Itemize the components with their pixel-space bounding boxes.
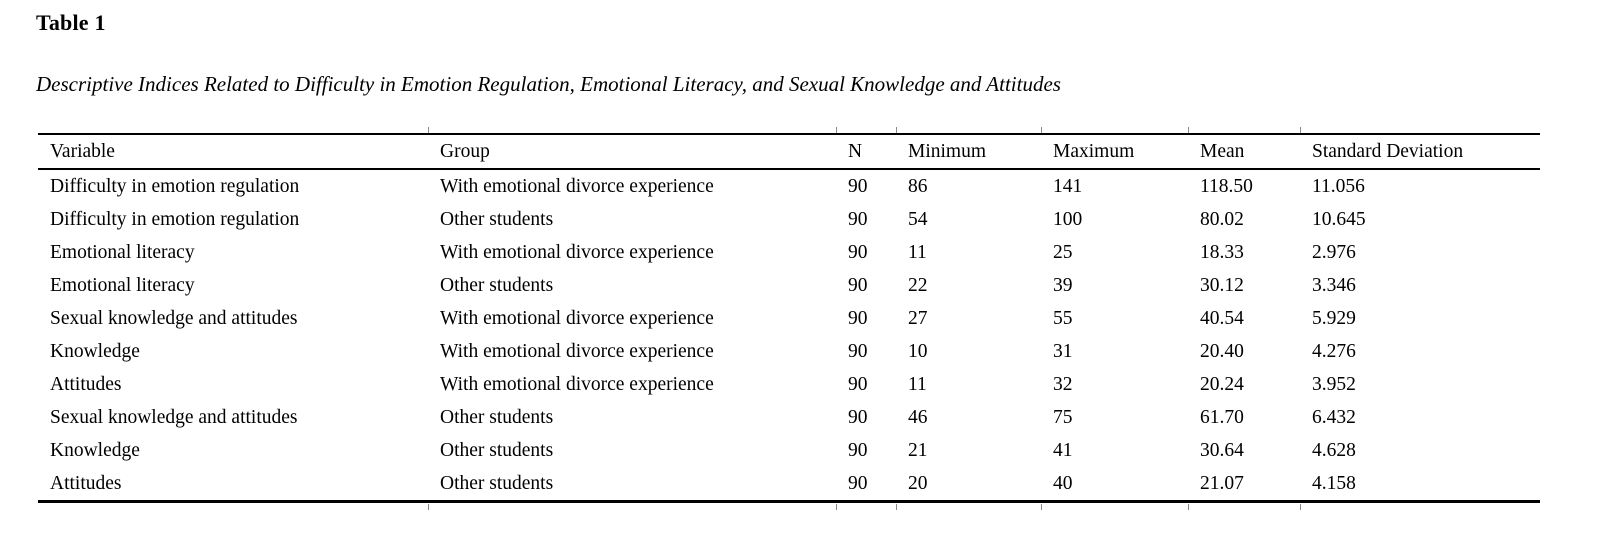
cell-group: Other students <box>428 467 836 502</box>
cell-maximum: 40 <box>1041 467 1188 502</box>
cell-standard-deviation: 4.276 <box>1312 340 1356 362</box>
cell-group: Other students <box>440 274 554 296</box>
cell-n: 90 <box>848 208 868 230</box>
cell-mean: 21.07 <box>1188 467 1300 502</box>
cell-group: With emotional divorce experience <box>440 340 714 362</box>
column-divider-tick <box>1300 504 1301 510</box>
cell-group: With emotional divorce experience <box>440 241 714 263</box>
cell-maximum: 55 <box>1053 307 1073 329</box>
cell-mean: 61.70 <box>1200 406 1244 428</box>
cell-variable: Attitudes <box>38 467 428 502</box>
cell-n: 90 <box>836 467 896 502</box>
cell-minimum: 20 <box>896 467 1041 502</box>
cell-standard-deviation: 4.158 <box>1300 467 1540 502</box>
column-divider-tick <box>896 127 897 133</box>
cell-minimum: 11 <box>908 241 927 263</box>
cell-standard-deviation: 4.628 <box>1312 439 1356 461</box>
column-divider-tick <box>1300 127 1301 133</box>
cell-minimum: 27 <box>908 307 928 329</box>
cell-maximum: 31 <box>1053 340 1073 362</box>
cell-maximum: 41 <box>1053 439 1073 461</box>
cell-variable: Knowledge <box>50 439 140 461</box>
cell-minimum: 54 <box>908 208 928 230</box>
cell-mean: 20.24 <box>1200 373 1244 395</box>
table-row <box>38 401 1540 434</box>
cell-n: 90 <box>848 175 868 197</box>
table-label: Table 1 <box>36 10 106 35</box>
column-header-group: Group <box>428 134 836 169</box>
cell-minimum: 22 <box>908 274 928 296</box>
column-header-standard-deviation: Standard Deviation <box>1300 134 1540 169</box>
table-caption: Descriptive Indices Related to Difficulty in Emotion Regulation, Emotional Literacy, and Sexual Knowledge and Attitudes <box>36 72 1061 96</box>
table-row <box>38 434 1540 467</box>
cell-standard-deviation: 2.976 <box>1312 241 1356 263</box>
column-divider-tick <box>1188 504 1189 510</box>
cell-variable: Sexual knowledge and attitudes <box>50 307 298 329</box>
cell-mean: 20.40 <box>1200 340 1244 362</box>
cell-minimum: 11 <box>908 373 927 395</box>
table-row <box>38 203 1540 236</box>
cell-standard-deviation: 5.929 <box>1312 307 1356 329</box>
cell-maximum: 32 <box>1053 373 1073 395</box>
table-body <box>38 169 1540 502</box>
cell-standard-deviation: 3.346 <box>1312 274 1356 296</box>
table-row <box>38 368 1540 401</box>
header-row <box>38 134 1540 169</box>
cell-n: 90 <box>848 274 868 296</box>
cell-standard-deviation: 11.056 <box>1312 175 1365 197</box>
cell-variable: Difficulty in emotion regulation <box>50 208 300 230</box>
cell-mean: 18.33 <box>1200 241 1244 263</box>
table-row <box>38 335 1540 368</box>
cell-variable: Difficulty in emotion regulation <box>50 175 300 197</box>
cell-standard-deviation: 6.432 <box>1312 406 1356 428</box>
column-header-variable: Variable <box>38 134 428 169</box>
column-header-n: N <box>836 134 896 169</box>
column-header-maximum: Maximum <box>1041 134 1188 169</box>
cell-n: 90 <box>848 373 868 395</box>
cell-group: With emotional divorce experience <box>440 307 714 329</box>
cell-maximum: 141 <box>1053 175 1083 197</box>
cell-maximum: 75 <box>1053 406 1073 428</box>
cell-n: 90 <box>848 439 868 461</box>
table-row <box>38 269 1540 302</box>
table-row <box>38 236 1540 269</box>
cell-group: Other students <box>440 208 554 230</box>
column-header-mean: Mean <box>1188 134 1300 169</box>
column-divider-tick <box>428 504 429 510</box>
cell-variable: Emotional literacy <box>50 241 195 263</box>
column-divider-tick <box>1041 127 1042 133</box>
column-header-minimum: Minimum <box>896 134 1041 169</box>
cell-n: 90 <box>848 307 868 329</box>
cell-standard-deviation: 10.645 <box>1312 208 1366 230</box>
cell-maximum: 39 <box>1053 274 1073 296</box>
column-divider-tick <box>1041 504 1042 510</box>
cell-variable: Attitudes <box>50 373 122 395</box>
cell-mean: 40.54 <box>1200 307 1244 329</box>
cell-minimum: 86 <box>908 175 928 197</box>
column-divider-tick <box>836 504 837 510</box>
column-divider-tick <box>836 127 837 133</box>
cell-group: With emotional divorce experience <box>440 175 714 197</box>
column-divider-tick <box>1188 127 1189 133</box>
cell-minimum: 46 <box>908 406 928 428</box>
cell-group: With emotional divorce experience <box>440 373 714 395</box>
cell-n: 90 <box>848 340 868 362</box>
cell-variable: Knowledge <box>50 340 140 362</box>
cell-minimum: 10 <box>908 340 928 362</box>
cell-maximum: 100 <box>1053 208 1083 230</box>
cell-n: 90 <box>848 406 868 428</box>
cell-mean: 118.50 <box>1200 175 1253 197</box>
cell-mean: 30.64 <box>1200 439 1244 461</box>
descriptive-statistics-table <box>38 133 1540 503</box>
table-row <box>38 169 1540 203</box>
cell-mean: 30.12 <box>1200 274 1244 296</box>
cell-maximum: 25 <box>1053 241 1073 263</box>
cell-variable: Sexual knowledge and attitudes <box>50 406 298 428</box>
cell-standard-deviation: 3.952 <box>1312 373 1356 395</box>
column-divider-tick <box>428 127 429 133</box>
cell-variable: Emotional literacy <box>50 274 195 296</box>
table-container <box>38 133 1540 503</box>
cell-group: Other students <box>440 406 554 428</box>
cell-n: 90 <box>848 241 868 263</box>
cell-mean: 80.02 <box>1200 208 1244 230</box>
cell-minimum: 21 <box>908 439 928 461</box>
table-row <box>38 467 1540 502</box>
column-divider-tick <box>896 504 897 510</box>
table-row <box>38 302 1540 335</box>
cell-group: Other students <box>440 439 554 461</box>
